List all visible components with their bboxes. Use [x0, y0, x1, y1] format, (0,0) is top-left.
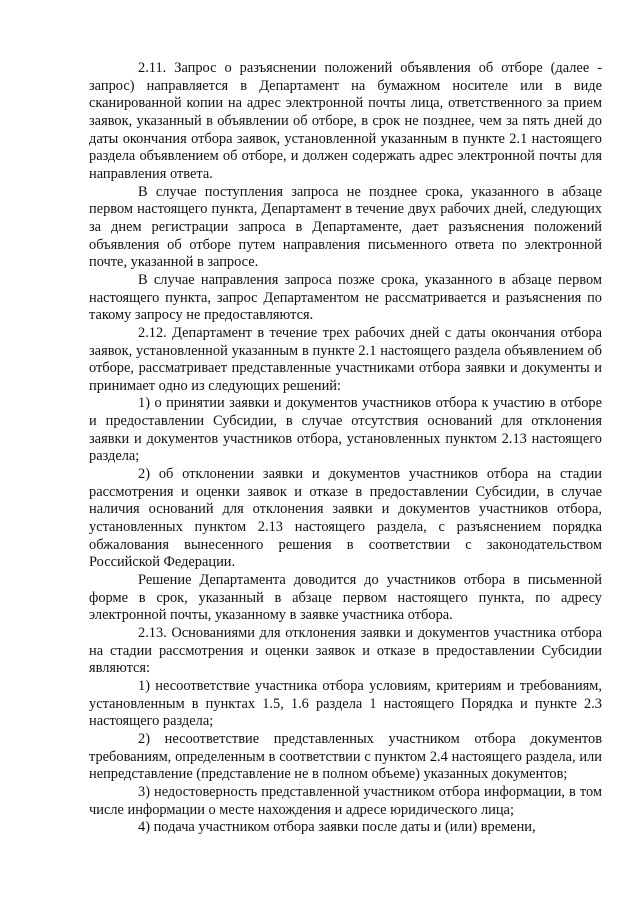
paragraph-2-12-item-2: 2) об отклонении заявки и документов участников отбора на стадии рассмотрения и оценки заявок и отказе в предоставлении Субсидии, в случае наличия оснований для отклонения заявки и документов участников отбора, установленных пунктом 2.13 настоящего раздела, с разъяснением порядка обжалования вынесенного решения в соответствии с законодательством Российской Федерации. — [89, 466, 602, 571]
paragraph-2-13-item-3: 3) недостоверность представленной участником отбора информации, в том числе информации о месте нахождения и адресе юридического лица; — [89, 783, 602, 818]
paragraph-2-13-item-2: 2) несоответствие представленных участником отбора документов требованиям, определенным в соответствии с пунктом 2.4 настоящего раздела, или непредставление (представление не в полном объеме) указанных документов; — [89, 730, 602, 783]
paragraph-2-13-item-1: 1) несоответствие участника отбора условиям, критериям и требованиям, установленным в пунктах 1.5, 1.6 раздела 1 настоящего Порядка и пункте 2.3 настоящего раздела; — [89, 677, 602, 730]
paragraph-2-11-late-request: В случае направления запроса позже срока, указанного в абзаце первом настоящего пункта, запрос Департаментом не рассматривается и разъяснения по такому запросу не предоставляются. — [89, 271, 602, 324]
paragraph-2-11-deadline-response: В случае поступления запроса не позднее срока, указанного в абзаце первом настоящего пункта, Департамент в течение двух рабочих дней, следующих за днем регистрации запроса в Департаменте, дает разъяснения положений объявления об отборе путем направления письменного ответа по электронной почте, указанной в запросе. — [89, 183, 602, 271]
paragraph-2-12: 2.12. Департамент в течение трех рабочих дней с даты окончания отбора заявок, установленной указанным в пункте 2.1 настоящего раздела объявлением об отборе, рассматривает представленные участниками отбора заявки и документы и принимает одно из следующих решений: — [89, 324, 602, 394]
paragraph-2-13: 2.13. Основаниями для отклонения заявки и документов участника отбора на стадии рассмотрения и оценки заявок и отказе в предоставлении Субсидии являются: — [89, 625, 602, 677]
paragraph-2-12-item-1: 1) о принятии заявки и документов участников отбора к участию в отборе и предоставлении Субсидии, в случае отсутствия оснований для отклонения заявки и документов участников отбора, установленных пунктом 2.13 настоящего раздела; — [89, 395, 602, 465]
document-body — [89, 60, 602, 837]
paragraph-2-12-notification: Решение Департамента доводится до участников отбора в письменной форме в срок, указанный в абзаце первом настоящего пункта, по адресу электронной почты, указанному в заявке участника отбора. — [89, 572, 602, 624]
paragraph-2-11: 2.11. Запрос о разъяснении положений объявления об отборе (далее - запрос) направляется в Департамент на бумажном носителе или в виде сканированной копии на адрес электронной почты лица, ответственного за прием заявок, указанный в объявлении об отборе, в срок не позднее, чем за пять дней до даты окончания отбора заявок, установленной указанным в пункте 2.1 настоящего раздела объявлением об отборе, и должен содержать адрес электронной почты для направления ответа. — [89, 60, 602, 182]
paragraph-2-13-item-4: 4) подача участником отбора заявки после даты и (или) времени, — [138, 819, 536, 836]
